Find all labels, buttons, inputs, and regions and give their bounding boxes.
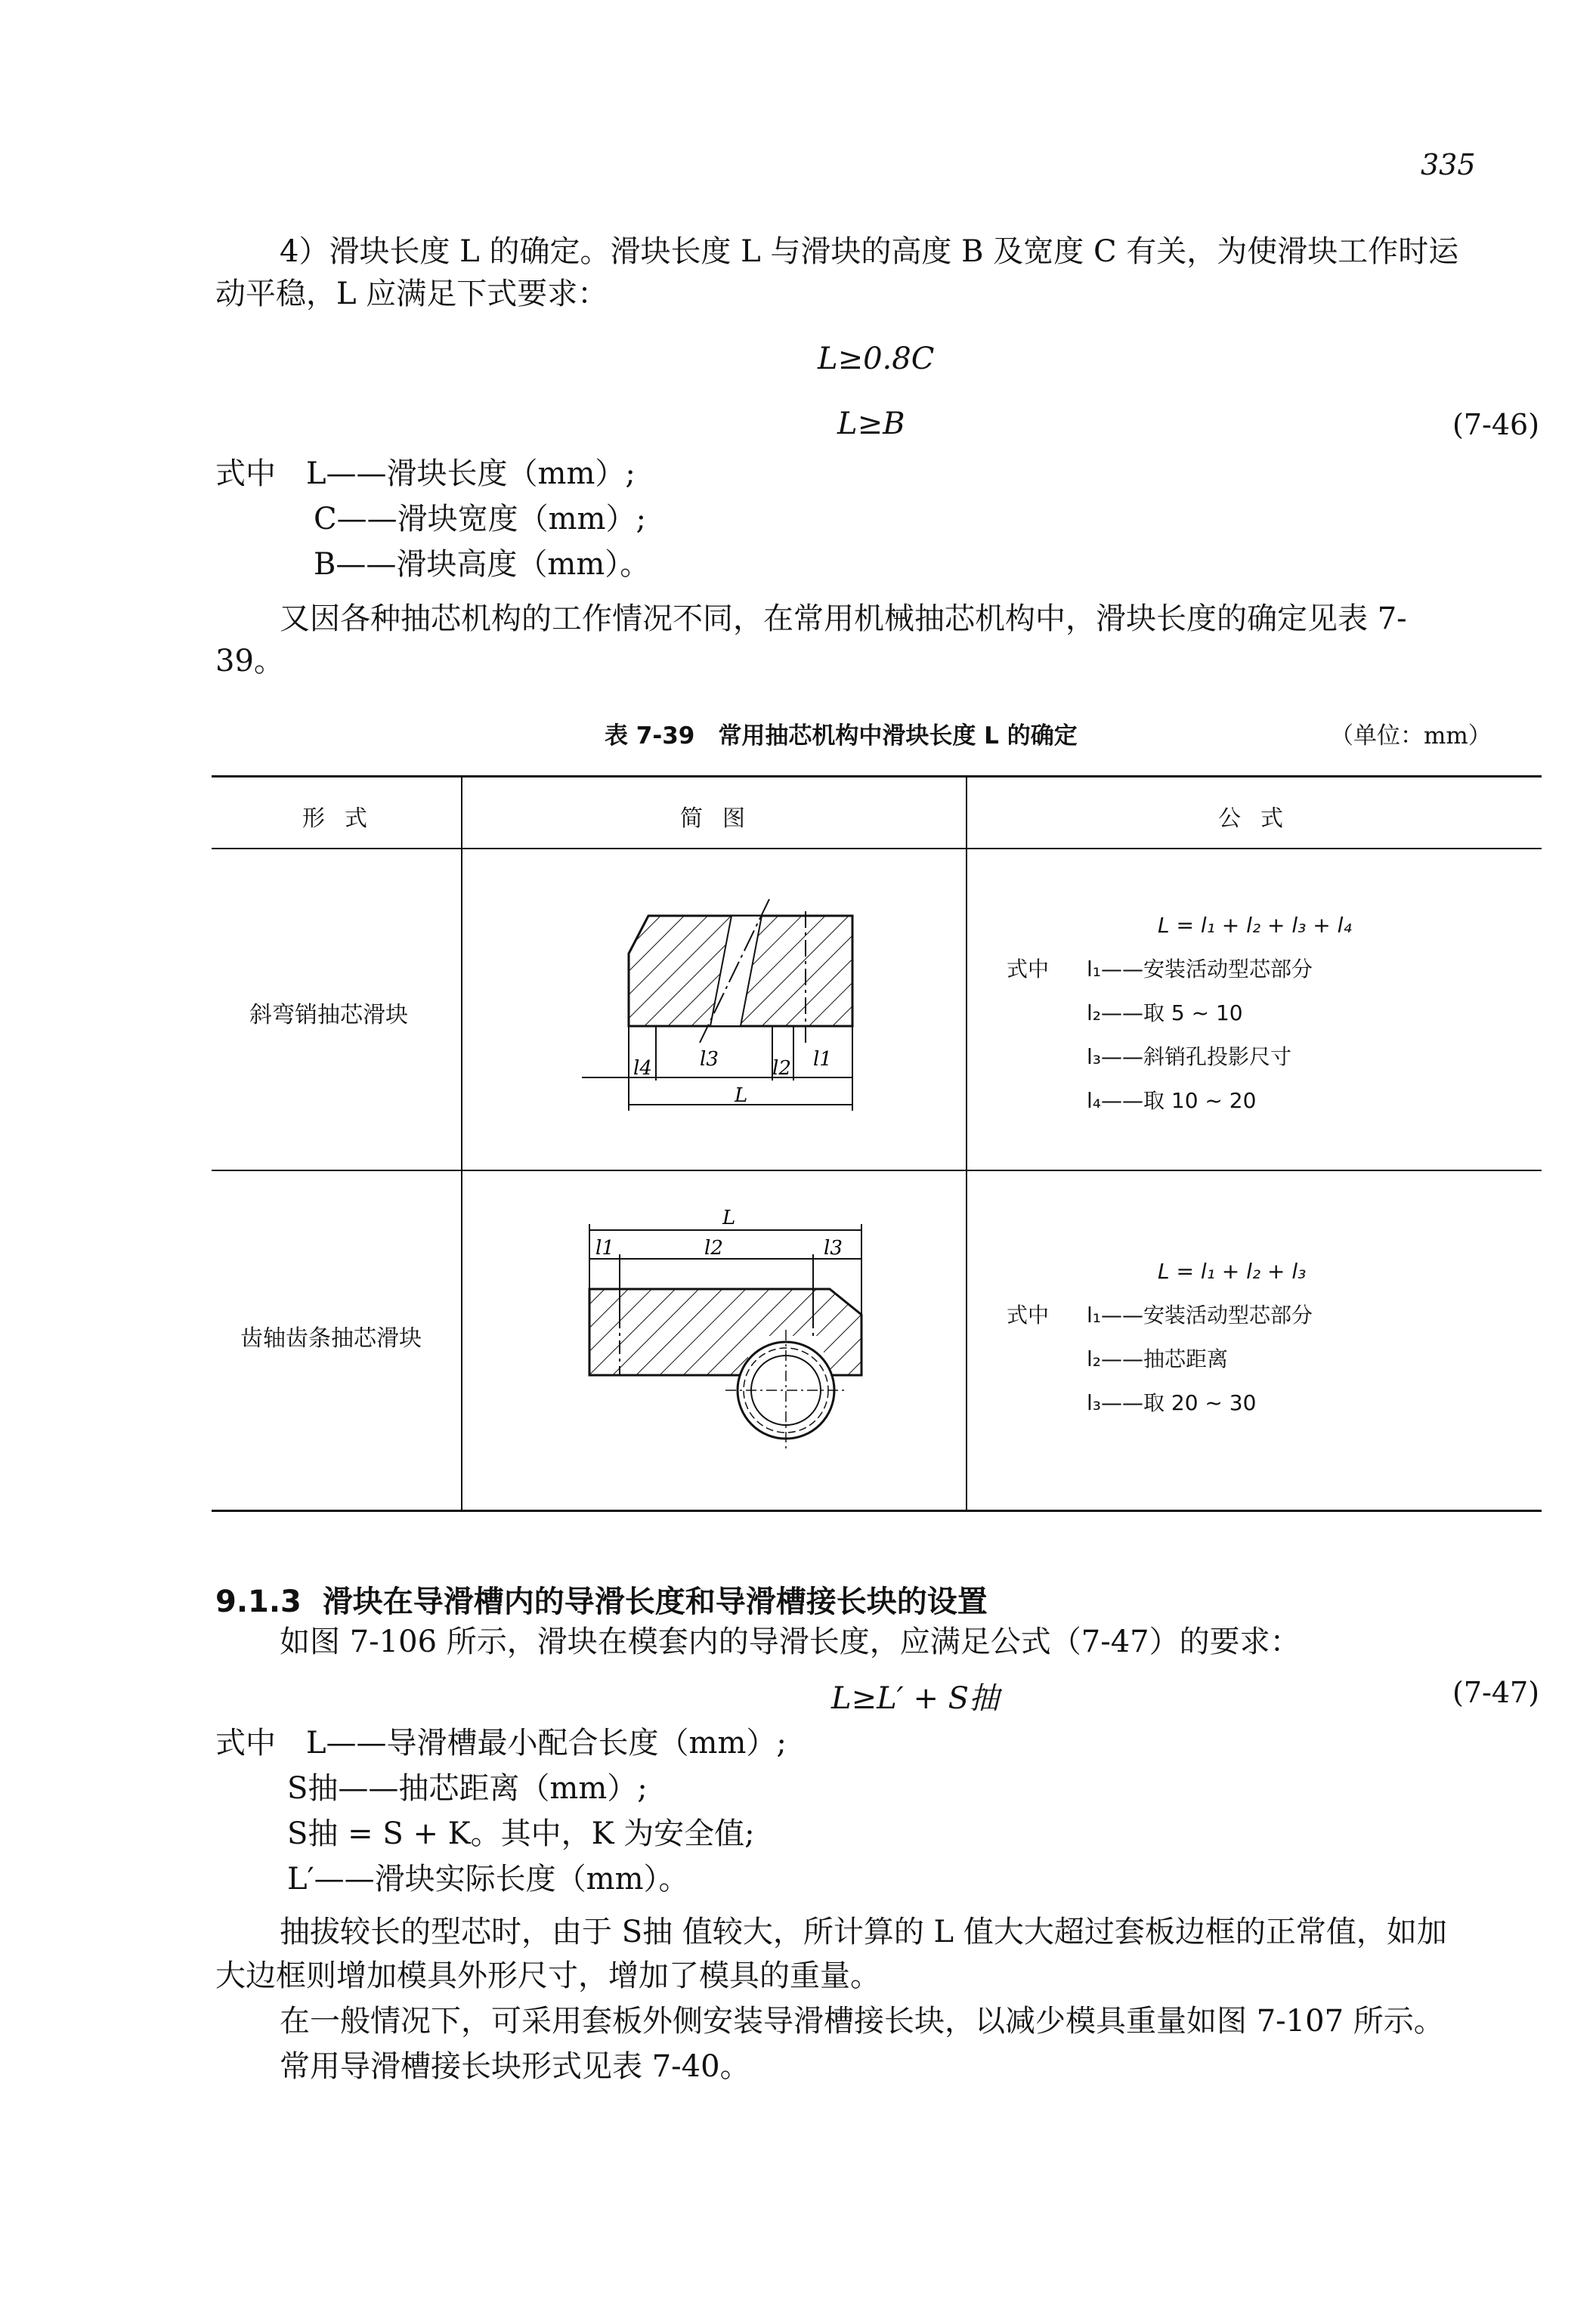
- table-col-divider-2: [966, 775, 967, 1511]
- row1-def-l1: l₁——安装活动型芯部分: [1087, 957, 1313, 982]
- dim-L-label: L: [735, 1084, 748, 1107]
- row1-where-label: 式中: [1007, 957, 1050, 982]
- diagram-rack-pinion-slider: [574, 1201, 892, 1458]
- dim2-l2-label: l2: [704, 1237, 723, 1260]
- section-heading: [215, 1578, 988, 1621]
- equation-747: L≥L′ + S抽: [831, 1681, 1000, 1716]
- page-number: 335: [1421, 148, 1476, 181]
- definition-B: B——滑块高度（mm）。: [314, 547, 651, 582]
- equation-number-747: (7-47): [1452, 1676, 1540, 1709]
- definition2-Lprime: L′——滑块实际长度（mm）。: [287, 1862, 689, 1897]
- table-top-rule: [212, 775, 1542, 778]
- row1-def-l2: l₂——取 5 ~ 10: [1087, 1000, 1243, 1025]
- dim2-l1-label: l1: [595, 1237, 614, 1260]
- equation-746-line2: L≥B: [837, 407, 905, 441]
- section-title: 滑块在导滑槽内的导滑长度和导滑槽接长块的设置: [322, 1584, 988, 1619]
- dim2-L-label: L: [722, 1207, 736, 1229]
- dim-l1-label: l1: [813, 1048, 832, 1071]
- header-type: 形式: [302, 805, 387, 832]
- row2-formula-block: [1007, 1250, 1313, 1425]
- definition2-S-formula: S抽 = S + K。其中，K 为安全值;: [287, 1816, 755, 1851]
- definition-C: C——滑块宽度（mm）;: [314, 502, 646, 536]
- para2-line2: 39。: [215, 644, 284, 679]
- para5: 在一般情况下，可采用套板外侧安装导滑槽接长块，以减少模具重量如图 7-107 所示。: [280, 2004, 1444, 2039]
- para6: 常用导滑槽接长块形式见表 7-40。: [280, 2049, 750, 2084]
- row2-def-l1: l₁——安装活动型芯部分: [1087, 1303, 1313, 1328]
- row2-def-l2: l₂——抽芯距离: [1087, 1346, 1229, 1371]
- header-diagram: 简图: [680, 805, 765, 832]
- para4-line1: 抽拔较长的型芯时，由于 S抽 值较大，所计算的 L 值大大超过套板边框的正常值，如加: [280, 1915, 1447, 1949]
- dim-l3-label: l3: [700, 1048, 719, 1071]
- table-row-rule: [212, 1170, 1542, 1171]
- dim2-l3-label: l3: [824, 1237, 843, 1260]
- para4-line2: 大边框则增加模具外形尺寸，增加了模具的重量。: [215, 1958, 880, 1993]
- section-number: 9.1.3: [215, 1584, 302, 1619]
- table-unit: （单位：mm）: [1330, 722, 1492, 750]
- table-col-divider-1: [461, 775, 462, 1511]
- equation-number-746: (7-46): [1452, 408, 1540, 441]
- definition2-S: S抽——抽芯距离（mm）;: [287, 1771, 648, 1806]
- header-formula: 公式: [1218, 805, 1303, 832]
- row2-formula: L = l₁ + l₂ + l₃: [1158, 1259, 1307, 1284]
- row1-formula: L = l₁ + l₂ + l₃ + l₄: [1158, 913, 1352, 938]
- row1-def-l4: l₄——取 10 ~ 20: [1087, 1088, 1257, 1113]
- dim-l2-label: l2: [772, 1057, 791, 1080]
- equation-746-line1: L≥0.8C: [818, 342, 935, 376]
- definition-L: 式中 L——滑块长度（mm）;: [215, 456, 636, 491]
- para1-line2: 动平稳，L 应满足下式要求：: [215, 277, 608, 311]
- diagram-bent-pin-slider: [574, 884, 877, 1141]
- para1-line1: 4）滑块长度 L 的确定。滑块长度 L 与滑块的高度 B 及宽度 C 有关，为使滑块工作时运: [280, 234, 1459, 269]
- row1-def-l3: l₃——斜销孔投影尺寸: [1087, 1044, 1292, 1069]
- row2-def-l3: l₃——取 20 ~ 30: [1087, 1390, 1257, 1415]
- definition2-L: 式中 L——导滑槽最小配合长度（mm）;: [215, 1726, 787, 1761]
- para2-line1: 又因各种抽芯机构的工作情况不同，在常用机械抽芯机构中，滑块长度的确定见表 7-: [280, 601, 1407, 636]
- table-bottom-rule: [212, 1510, 1542, 1512]
- dim-l4-label: l4: [633, 1057, 652, 1080]
- para3: 如图 7-106 所示，滑块在模套内的导滑长度，应满足公式（7-47）的要求：: [280, 1625, 1301, 1659]
- row1-type: 斜弯销抽芯滑块: [249, 1002, 408, 1028]
- table-caption: 表 7-39 常用抽芯机构中滑块长度 L 的确定: [605, 722, 1078, 750]
- row2-where-label: 式中: [1007, 1303, 1050, 1328]
- table-header-rule: [212, 848, 1542, 849]
- row2-type: 齿轴齿条抽芯滑块: [240, 1325, 422, 1352]
- row1-formula-block: [1007, 904, 1352, 1123]
